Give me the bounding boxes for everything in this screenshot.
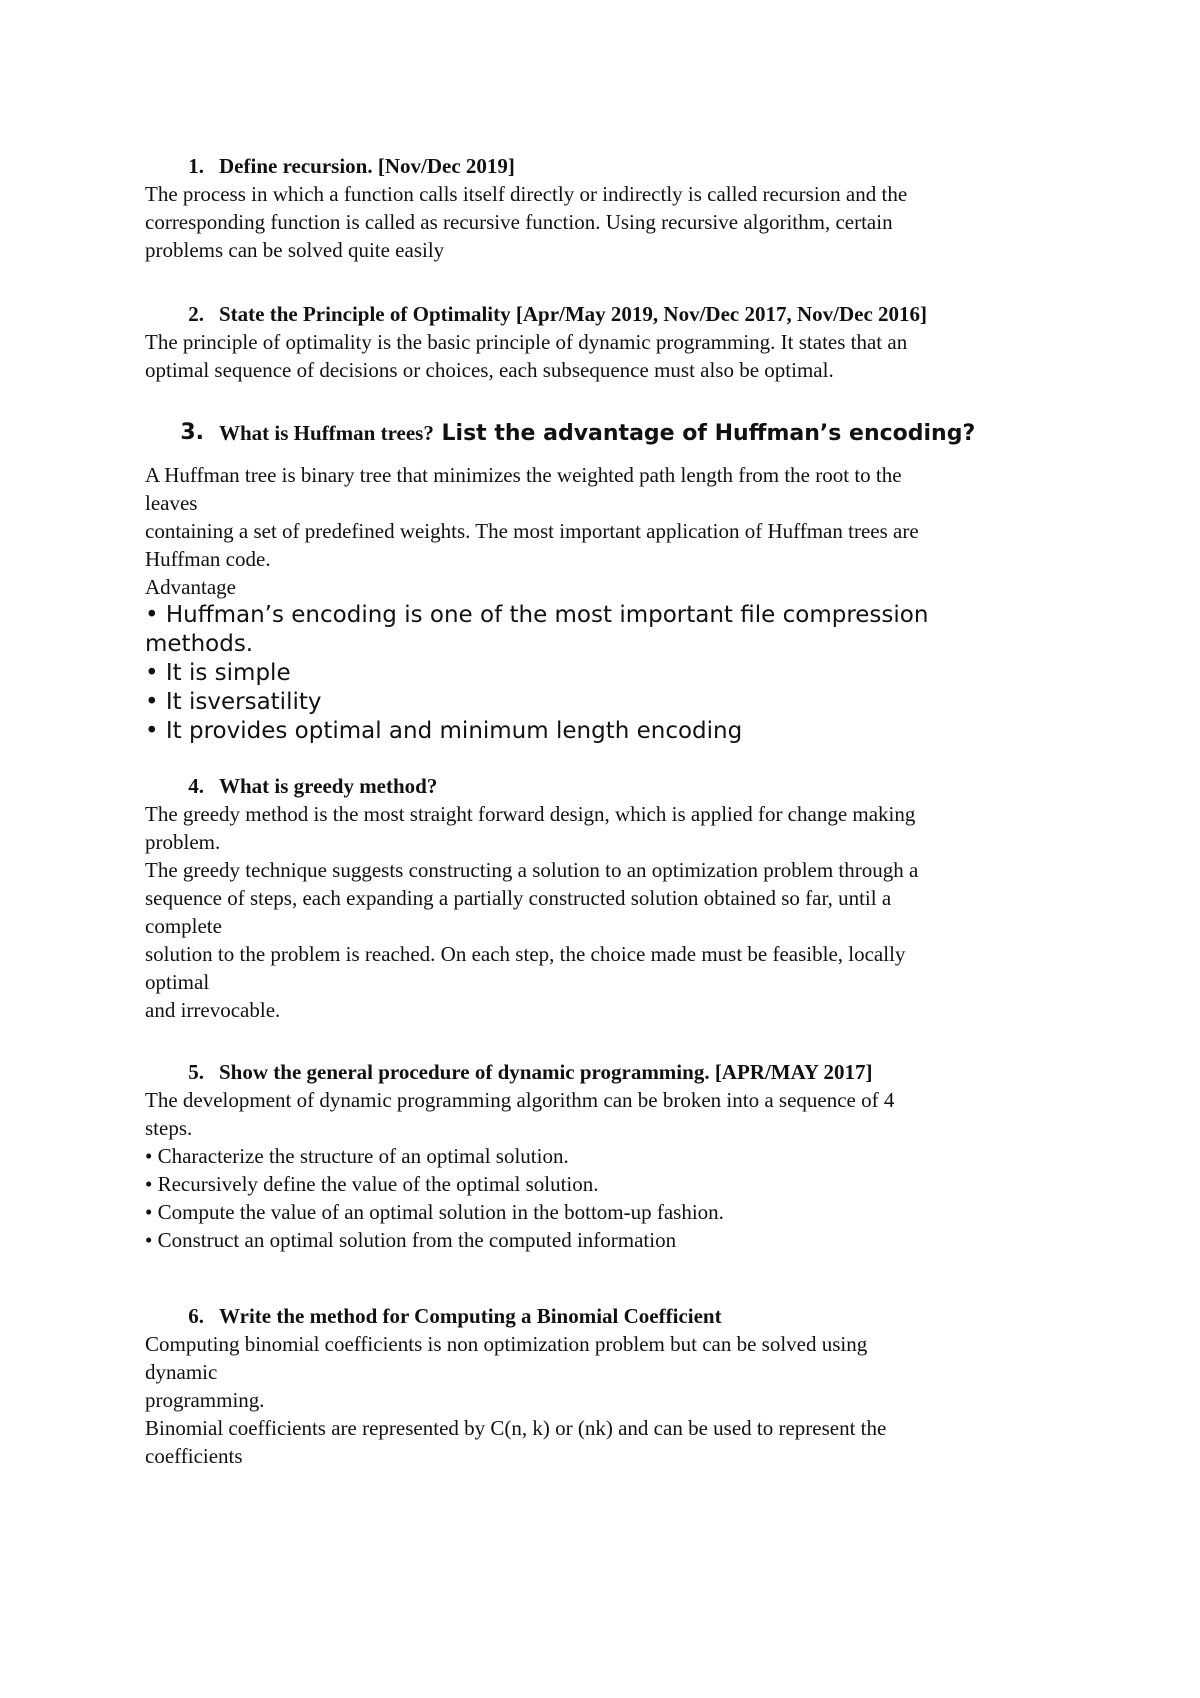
answer-3-line: Huffman code. (145, 547, 271, 571)
answer-4-line: optimal (145, 970, 210, 994)
question-1-heading (145, 152, 1065, 180)
question-2 (145, 300, 1065, 384)
answer-6-line: programming. (145, 1388, 265, 1412)
step-bullet: • Characterize the structure of an optimal solution. (145, 1144, 569, 1168)
advantage-bullet: • Huffman’s encoding is one of the most important file compression (145, 602, 929, 628)
question-4 (145, 772, 1065, 1024)
step-bullet: • Recursively define the value of the optimal solution. (145, 1172, 599, 1196)
advantage-bullet: methods. (145, 631, 254, 657)
question-3-heading (145, 418, 1065, 449)
question-2-number: 2. (188, 302, 204, 326)
answer-4-line: and irrevocable. (145, 998, 281, 1022)
answer-2-line: optimal sequence of decisions or choices, each subsequence must also be optimal. (145, 358, 834, 382)
answer-4-line: sequence of steps, each expanding a partially constructed solution obtained so far, until a (145, 886, 892, 910)
answer-1-line: The process in which a function calls itself directly or indirectly is called recursion and the (145, 182, 908, 206)
question-2-heading (145, 300, 1065, 328)
question-3-number: 3. (180, 420, 204, 445)
answer-4-line: The greedy method is the most straight forward design, which is applied for change making (145, 802, 916, 826)
advantage-bullet: • It isversatility (145, 689, 322, 715)
question-5-number: 5. (188, 1060, 204, 1084)
answer-6-line: coefficients (145, 1444, 243, 1468)
question-6 (145, 1302, 1065, 1470)
answer-3-line: leaves (145, 491, 198, 515)
question-1-title: Define recursion. [Nov/Dec 2019] (219, 154, 515, 178)
question-3-title-serif: What is Huffman trees? (219, 421, 434, 445)
question-3-title-sans: List the advantage of Huffman’s encoding? (433, 421, 976, 446)
question-5-heading (145, 1058, 1065, 1086)
answer-3-line: containing a set of predefined weights. The most important application of Huffman trees are (145, 519, 919, 543)
question-3 (145, 418, 1065, 746)
answer-4-line: problem. (145, 830, 221, 854)
question-5 (145, 1058, 1065, 1254)
answer-3-line: Advantage (145, 575, 236, 599)
step-bullet: • Construct an optimal solution from the computed information (145, 1228, 677, 1252)
answer-3-line: A Huffman tree is binary tree that minimizes the weighted path length from the root to the (145, 463, 902, 487)
answer-6-line: dynamic (145, 1360, 218, 1384)
question-6-title: Write the method for Computing a Binomial Coefficient (219, 1304, 722, 1328)
answer-1-line: corresponding function is called as recursive function. Using recursive algorithm, certain (145, 210, 893, 234)
question-6-heading (145, 1302, 1065, 1330)
answer-2-line: The principle of optimality is the basic principle of dynamic programming. It states that an (145, 330, 908, 354)
question-4-number: 4. (188, 774, 204, 798)
question-6-number: 6. (188, 1304, 204, 1328)
question-5-title: Show the general procedure of dynamic programming. [APR/MAY 2017] (219, 1060, 873, 1084)
answer-4-line: solution to the problem is reached. On each step, the choice made must be feasible, locally (145, 942, 906, 966)
document-content (145, 152, 1065, 1470)
advantage-bullet: • It provides optimal and minimum length encoding (145, 718, 743, 744)
answer-5-line: The development of dynamic programming algorithm can be broken into a sequence of 4 (145, 1088, 895, 1112)
advantage-bullet: • It is simple (145, 660, 291, 686)
answer-4-line: complete (145, 914, 222, 938)
answer-5-line: steps. (145, 1116, 193, 1140)
answer-4-line: The greedy technique suggests constructing a solution to an optimization problem through a (145, 858, 919, 882)
answer-1-line: problems can be solved quite easily (145, 238, 445, 262)
question-1 (145, 152, 1065, 264)
question-1-number: 1. (188, 154, 204, 178)
question-4-title: What is greedy method? (219, 774, 438, 798)
answer-6-line: Binomial coefficients are represented by C(n, k) or (nk) and can be used to represent the (145, 1416, 887, 1440)
step-bullet: • Compute the value of an optimal solution in the bottom-up fashion. (145, 1200, 724, 1224)
answer-6-line: Computing binomial coefficients is non optimization problem but can be solved using (145, 1332, 868, 1356)
question-2-title: State the Principle of Optimality [Apr/May 2019, Nov/Dec 2017, Nov/Dec 2016] (219, 302, 928, 326)
question-4-heading (145, 772, 1065, 800)
